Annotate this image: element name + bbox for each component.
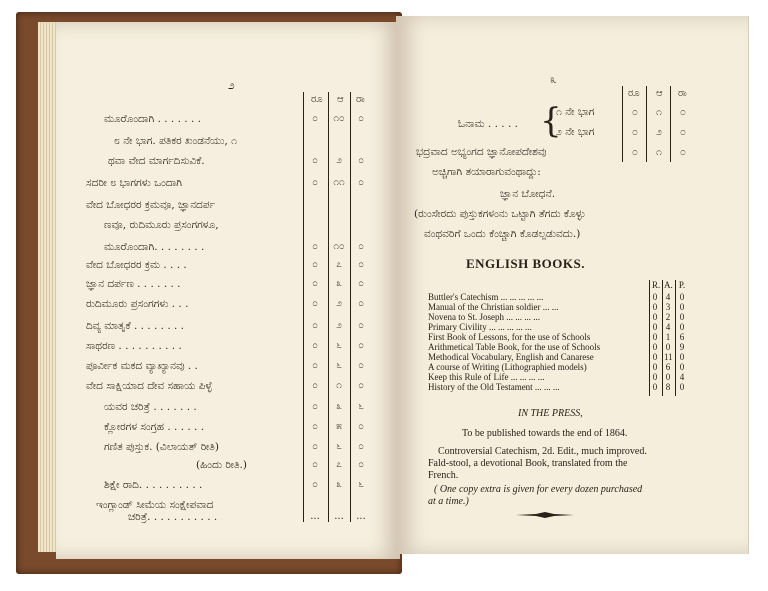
jnana-bodhane-title: ಜ್ಞಾನ ಬೋಧನೆ. <box>500 188 556 200</box>
right-column-rule-3 <box>670 86 671 162</box>
right-column-rule-2 <box>646 86 647 162</box>
row-pies: ೦ <box>358 298 364 309</box>
row-rupees: ೦ <box>312 177 318 188</box>
bhadravada-rupees: ೦ <box>632 146 638 158</box>
list-item: Novena to St. Joseph ... ... ... ... <box>428 312 540 322</box>
books-rule-1 <box>649 280 650 396</box>
row-pies: ೦ <box>358 155 364 166</box>
press-note-line-1: ( One copy extra is given for every dozen purchased <box>434 484 643 495</box>
row-label: ಸದರೀ ೮ ಭಾಗಗಳು ಒಂದಾಗಿ <box>86 177 183 189</box>
row-label: ಚರಿತ್ರೆ. . . . . . . . . . . <box>128 511 218 523</box>
bhadravada-pies: ೦ <box>680 146 686 158</box>
left-header-anna: ಆ <box>337 94 344 105</box>
row-label: ಮೂರೊಂದಾಗಿ . . . . . . . <box>104 113 201 125</box>
row-pies: ೬ <box>358 479 364 490</box>
book-pies: 0 <box>679 322 685 332</box>
press-item-line-2: Fald-stool, a devotional Book, translated from the <box>428 458 628 469</box>
right-column-rule-1 <box>622 86 623 162</box>
row-annas: ... <box>334 511 344 522</box>
row-rupees: ೦ <box>312 340 318 351</box>
row-rupees: ೦ <box>312 441 318 452</box>
in-the-press-heading: IN THE PRESS, <box>518 408 583 419</box>
row-annas: ೭ <box>336 259 342 270</box>
list-item: Buttler's Catechism ... ... ... ... ... <box>428 292 544 302</box>
row-label: ೮ ನೇ ಭಾಗ. ಪತಿಕರ ಖಂಡನೆಯು, ೧ <box>114 135 238 147</box>
book-annas: 1 <box>665 332 671 342</box>
row-label: ಶಿಕ್ಷೇ ರಾದಿ. . . . . . . . . . <box>104 479 203 491</box>
right-page-number: ೩ <box>550 72 557 86</box>
row-annas: ೧೦ <box>333 241 345 252</box>
book-pies: 0 <box>679 362 685 372</box>
right-header-pie: ರಾ <box>678 88 687 99</box>
row-label: ಕ್ಲೋರಗಳ ಸಂಗ್ರಹ . . . . . . <box>104 421 205 433</box>
list-item: Primary Civility ... ... ... ... ... <box>428 322 532 332</box>
brace-glyph: { <box>540 101 562 141</box>
row-rupees: ೦ <box>312 113 318 124</box>
row-label: ಪೂರ್ವೀಕ ಮಕದ ವ್ಯಾಖ್ಯಾನವು . . <box>86 360 198 372</box>
onama-part-1: ೧ ನೇ ಭಾಗ <box>556 106 595 118</box>
book-annas: 3 <box>665 302 671 312</box>
books-rule-2 <box>662 280 663 396</box>
row-label: ವೇದ ಬೋಧರರ ಕ್ರಮ . . . . <box>86 259 187 271</box>
onama-part-2-rupees: ೦ <box>632 126 638 138</box>
left-header-rupee: ರೂ <box>311 94 323 105</box>
list-item: Arithmetical Table Book, for the use of Schools <box>428 342 601 352</box>
row-annas: ೬ <box>336 441 342 452</box>
kannada-note-line-1: (ರುಂಸೇರದು ಪುಸ್ತುಕಗಳಂನು ಒಟ್ಟಾಗಿ ತೆಗದು ಕೊಳ್ಳು <box>414 208 586 220</box>
row-annas: ೫ <box>336 421 342 432</box>
row-label: ದಿವ್ಯ ಮಾತೃಕೆ . . . . . . . . <box>86 320 185 332</box>
row-pies: ೦ <box>358 459 364 470</box>
row-label: ಜ್ಞಾನ ದರ್ಪಣ . . . . . . . <box>86 278 181 290</box>
right-header-rupee: ರೂ <box>628 88 640 99</box>
books-header-r: R. <box>652 280 661 290</box>
left-column-rule-1 <box>303 92 304 522</box>
book-pies: 0 <box>679 312 685 322</box>
onama-part-2-annas: ೨ <box>656 126 662 138</box>
row-annas: ೧ <box>336 380 342 391</box>
row-pies: ೦ <box>358 278 364 289</box>
book-rupees: 0 <box>652 322 658 332</box>
book-rupees: 0 <box>652 352 658 362</box>
row-label: ಣವೂ, ರುದಿಮೂರು ಪ್ರಸಂಗಗಳೂ, <box>104 219 219 231</box>
row-rupees: ೦ <box>312 298 318 309</box>
row-pies: ೦ <box>358 421 364 432</box>
row-rupees: ೦ <box>312 320 318 331</box>
book-annas: 4 <box>665 322 671 332</box>
row-pies: ... <box>356 511 366 522</box>
press-publication-line: To be published towards the end of 1864. <box>462 428 628 439</box>
press-item-line-1: Controversial Catechism, 2d. Edit., much improved. <box>438 446 647 457</box>
in-preparation-line: ಅಚ್ಚಿಗಾಗಿ ತಯಾರಾಗುವಂಥಾದ್ದು: <box>432 166 541 178</box>
row-pies: ೦ <box>358 177 364 188</box>
row-pies: ೦ <box>358 380 364 391</box>
row-pies: ೦ <box>358 241 364 252</box>
list-item: Keep this Rule of Life ... ... ... ... <box>428 372 545 382</box>
decorative-rule-ornament <box>516 512 574 518</box>
row-pies: ೦ <box>358 113 364 124</box>
row-label: ಥವಾ ವೇದ ಮಾರ್ಗದಿಸುವಿಕೆ. <box>108 155 205 167</box>
row-rupees: ೦ <box>312 459 318 470</box>
onama-part-1-rupees: ೦ <box>632 106 638 118</box>
book-rupees: 0 <box>652 372 658 382</box>
books-rule-3 <box>675 280 676 396</box>
row-label: ಗಣಿತ ಪುಸ್ತುಕ. (ವಿಲಾಯತ್ ರೀತಿ) <box>104 441 219 453</box>
kannada-note-line-2: ವಂಥವರಿಗೆ ಒಂದು ಕೆಂಚ್ಚಾಗಿ ಕೊಡಲ್ಪಡುವದು.) <box>424 228 581 240</box>
book-rupees: 0 <box>652 312 658 322</box>
book-pies: 9 <box>679 342 685 352</box>
row-pies: ೦ <box>358 259 364 270</box>
row-rupees: ೦ <box>312 421 318 432</box>
book-rupees: 0 <box>652 382 658 392</box>
book-annas: 11 <box>664 352 673 362</box>
row-label: ಇಂಗ್ಲಾಂಡ್ ಸೀಮೆಯ ಸಂಕ್ಷೇಪವಾದ <box>96 499 214 511</box>
row-rupees: ೦ <box>312 479 318 490</box>
row-annas: ೭ <box>336 459 342 470</box>
books-header-a: A. <box>664 280 673 290</box>
row-annas: ೬ <box>336 360 342 371</box>
book-pies: 6 <box>679 332 685 342</box>
onama-part-2-pies: ೦ <box>680 126 686 138</box>
row-rupees: ೦ <box>312 278 318 289</box>
row-annas: ೩ <box>336 278 342 289</box>
row-label: (ಹಿಂದು ರೀತಿ.) <box>196 459 247 471</box>
book-annas: 0 <box>665 342 671 352</box>
row-label: ಯವರ ಚರಿತ್ರೆ . . . . . . . <box>104 401 197 413</box>
row-rupees: ೦ <box>312 259 318 270</box>
list-item: Methodical Vocabulary, English and Canarese <box>428 352 594 362</box>
row-rupees: ೦ <box>312 155 318 166</box>
list-item: A course of Writing (Lithographied models) <box>428 362 587 372</box>
row-pies: ೦ <box>358 360 364 371</box>
onama-part-1-pies: ೦ <box>680 106 686 118</box>
row-annas: ೧೦ <box>333 113 345 124</box>
row-pies: ೦ <box>358 340 364 351</box>
row-annas: ೩ <box>336 401 342 412</box>
list-item: History of the Old Testament ... ... ... <box>428 382 560 392</box>
right-header-anna: ಆ <box>656 88 663 99</box>
book-pies: 0 <box>679 382 685 392</box>
row-annas: ೨ <box>336 298 342 309</box>
book-annas: 4 <box>665 292 671 302</box>
left-page-number: ೨ <box>228 78 235 92</box>
row-label: ವೇದ ಬೋಧರರ ಕ್ರಮವೂ, ಜ್ಞಾನದರ್ಪ <box>86 199 216 211</box>
left-column-rule-3 <box>350 92 351 522</box>
row-annas: ೬ <box>336 340 342 351</box>
book-pies: 0 <box>679 302 685 312</box>
row-annas: ೩ <box>336 479 342 490</box>
list-item: First Book of Lessons, for the use of Schools <box>428 332 591 342</box>
book-rupees: 0 <box>652 332 658 342</box>
row-rupees: ೦ <box>312 241 318 252</box>
row-label: ರುದಿಮೂರು ಪ್ರಸಂಗಗಳು . . . <box>86 298 189 310</box>
book-pies: 0 <box>679 292 685 302</box>
book-rupees: 0 <box>652 342 658 352</box>
english-books-heading: ENGLISH BOOKS. <box>466 256 585 271</box>
row-rupees: ... <box>310 511 320 522</box>
book-rupees: 0 <box>652 292 658 302</box>
list-item: Manual of the Christian soldier ... ... <box>428 302 559 312</box>
books-header-p: P. <box>678 280 686 290</box>
row-label: ವೇದ ಸಾಕ್ಷಿಯಾದ ದೇವ ಸಹಾಯ ಪಿಳ್ಳೆ <box>86 380 213 392</box>
bhadravada-annas: ೧ <box>656 146 662 158</box>
left-header-pie: ರಾ <box>356 94 365 105</box>
row-annas: ೧೧ <box>333 177 345 188</box>
book-rupees: 0 <box>652 302 658 312</box>
book-annas: 0 <box>665 372 671 382</box>
press-item-line-3: French. <box>428 470 459 481</box>
row-label: ಸಾಥರಣ . . . . . . . . . . <box>86 340 182 352</box>
onama-label: ಓನಾಮ . . . . . <box>458 118 518 130</box>
book-annas: 8 <box>665 382 671 392</box>
book-annas: 2 <box>665 312 671 322</box>
row-label: ಮೂರೊಂದಾಗಿ. . . . . . . . <box>104 241 205 253</box>
book-pies: 4 <box>679 372 685 382</box>
book-annas: 6 <box>665 362 671 372</box>
book-pies: 0 <box>679 352 685 362</box>
press-note-line-2: at a time.) <box>428 496 469 507</box>
row-pies: ೦ <box>358 441 364 452</box>
left-column-rule-2 <box>328 92 329 522</box>
row-pies: ೬ <box>358 401 364 412</box>
row-rupees: ೦ <box>312 401 318 412</box>
row-rupees: ೦ <box>312 380 318 391</box>
book-rupees: 0 <box>652 362 658 372</box>
row-annas: ೨ <box>336 320 342 331</box>
bhadravada-label: ಭದ್ರವಾದ ಅಭ್ಯಂಗದ ಜ್ಞಾನೋಪದೇಶವು <box>416 146 547 158</box>
onama-part-1-annas: ೧ <box>656 106 662 118</box>
row-annas: ೨ <box>336 155 342 166</box>
row-pies: ೦ <box>358 320 364 331</box>
row-rupees: ೦ <box>312 360 318 371</box>
onama-part-2: ೨ ನೇ ಭಾಗ <box>556 126 595 138</box>
